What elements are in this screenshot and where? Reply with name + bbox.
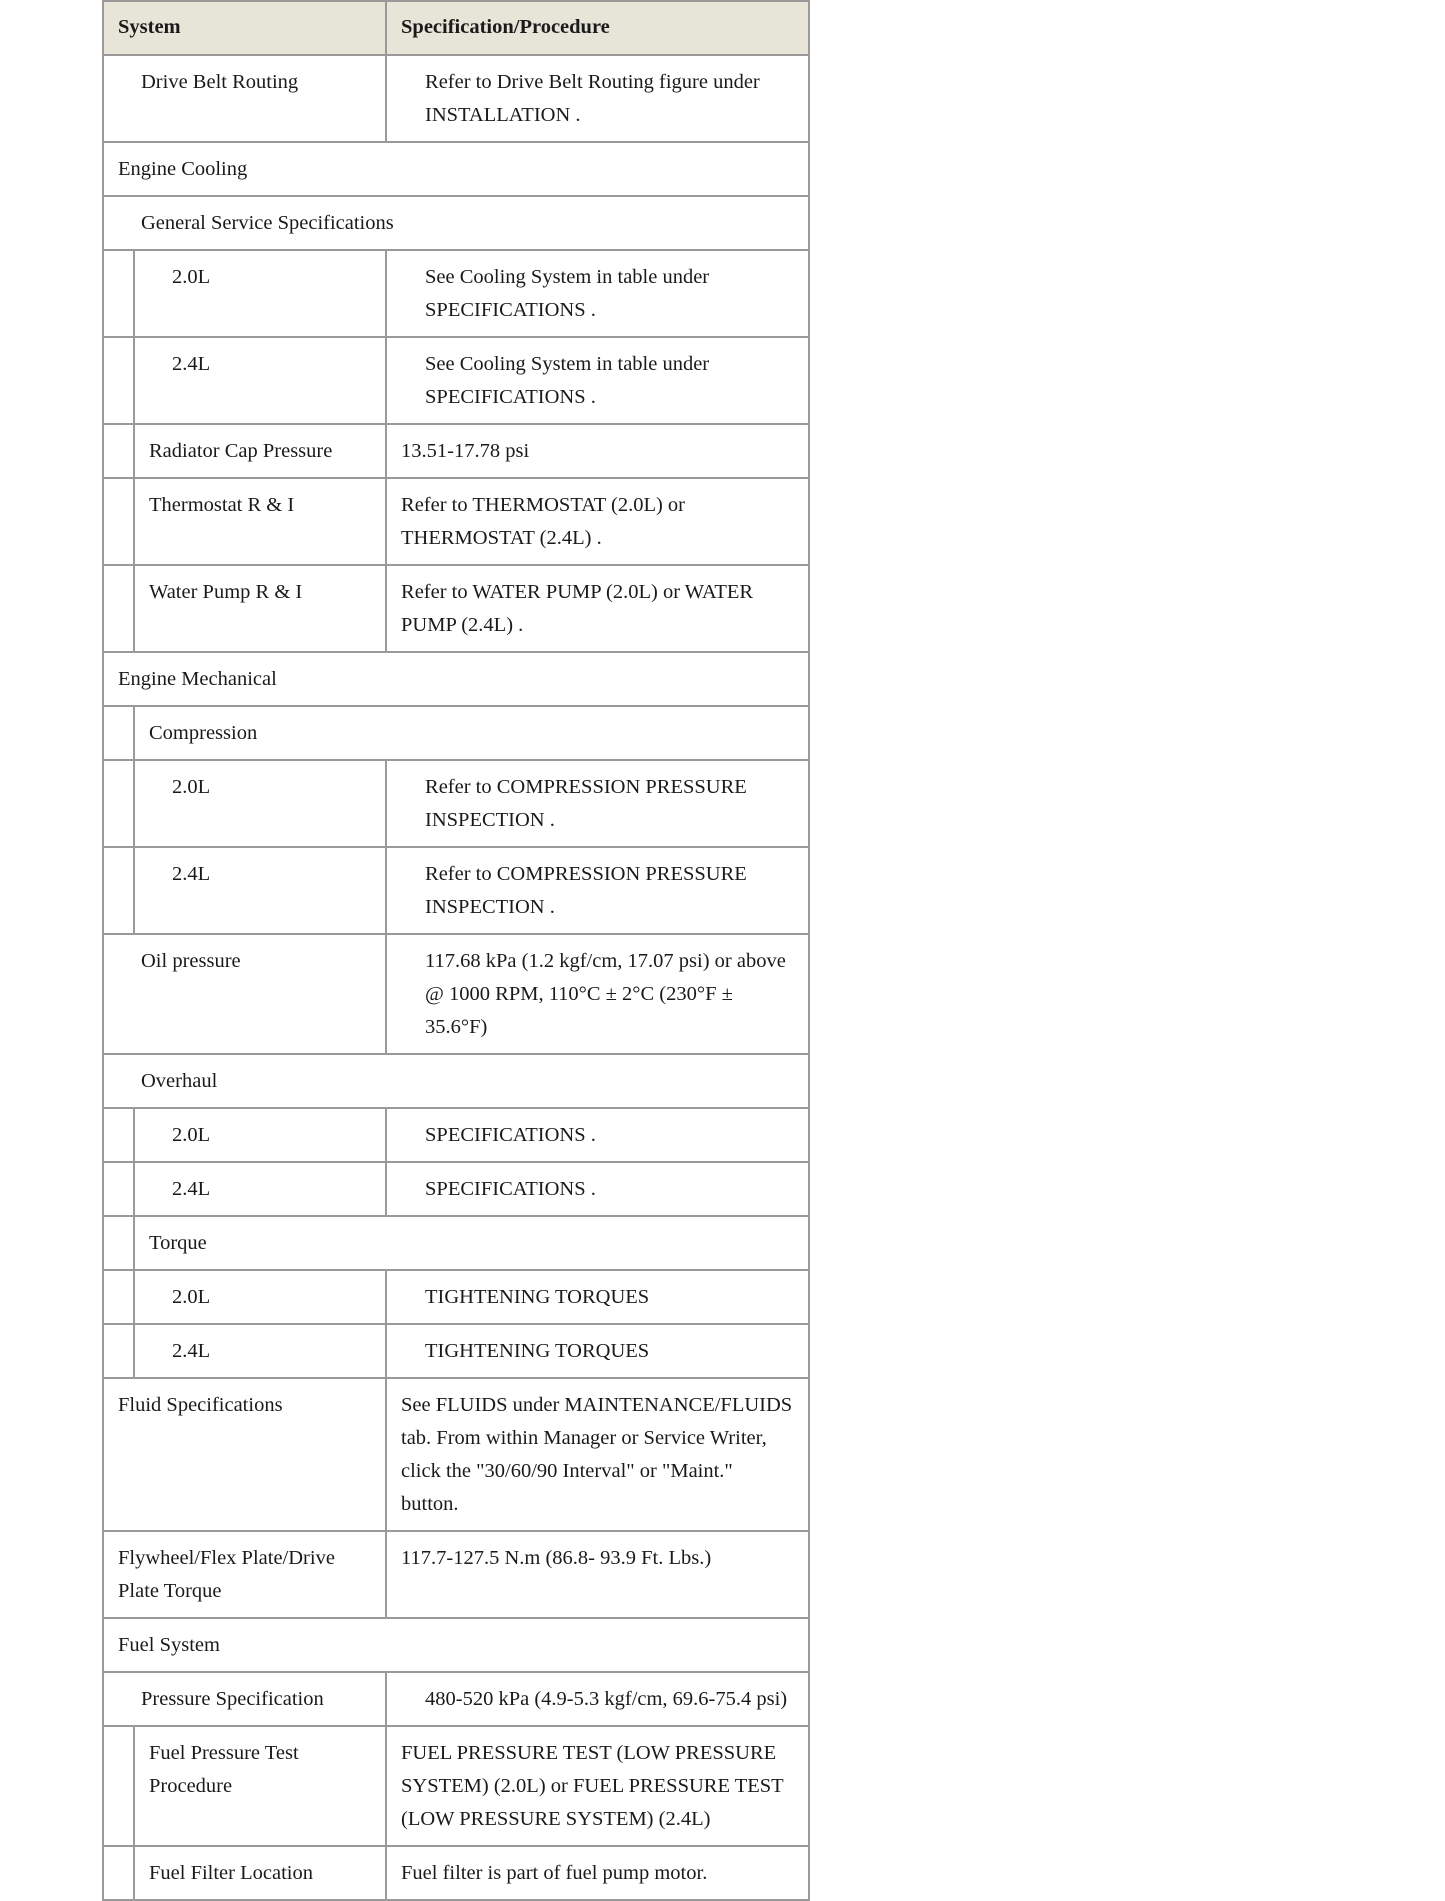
table-row (103, 1846, 809, 1900)
indent-gutter (103, 1162, 134, 1216)
system-cell: 2.4L (134, 337, 386, 424)
table-row (103, 1531, 809, 1618)
table-row (103, 478, 809, 565)
subsection-row (103, 196, 809, 250)
table-row (103, 1672, 809, 1726)
system-cell: Radiator Cap Pressure (134, 424, 386, 478)
specification-table (102, 0, 810, 1901)
spec-cell: 480-520 kPa (4.9-5.3 kgf/cm, 69.6-75.4 psi) (386, 1672, 809, 1726)
indent-gutter (103, 1324, 134, 1378)
section-heading: Fuel System (103, 1618, 809, 1672)
table-row (103, 1108, 809, 1162)
system-cell: Pressure Specification (103, 1672, 386, 1726)
spec-cell: Refer to COMPRESSION PRESSURE INSPECTION . (386, 760, 809, 847)
subsection-row (103, 1216, 809, 1270)
spec-cell: Fuel filter is part of fuel pump motor. (386, 1846, 809, 1900)
system-cell: 2.0L (134, 1270, 386, 1324)
spec-cell: 117.68 kPa (1.2 kgf/cm, 17.07 psi) or above @ 1000 RPM, 110°C ± 2°C (230°F ± 35.6°F) (386, 934, 809, 1054)
system-cell: 2.0L (134, 760, 386, 847)
system-cell: Flywheel/Flex Plate/Drive Plate Torque (103, 1531, 386, 1618)
spec-cell: See Cooling System in table under SPECIFICATIONS . (386, 337, 809, 424)
system-cell: Thermostat R & I (134, 478, 386, 565)
table-row (103, 337, 809, 424)
system-cell: Water Pump R & I (134, 565, 386, 652)
spec-cell: TIGHTENING TORQUES (386, 1324, 809, 1378)
subsection-row (103, 1054, 809, 1108)
spec-cell: 13.51-17.78 psi (386, 424, 809, 478)
spec-cell: See FLUIDS under MAINTENANCE/FLUIDS tab. From within Manager or Service Writer, click the "30/60/90 Interval" or "Maint." button. (386, 1378, 809, 1531)
system-cell: Fuel Pressure Test Procedure (134, 1726, 386, 1846)
spec-cell: TIGHTENING TORQUES (386, 1270, 809, 1324)
subsection-heading: Torque (134, 1216, 809, 1270)
subsection-heading: General Service Specifications (103, 196, 809, 250)
section-heading: Engine Mechanical (103, 652, 809, 706)
table-row (103, 250, 809, 337)
indent-gutter (103, 1846, 134, 1900)
table-row (103, 1324, 809, 1378)
indent-gutter (103, 706, 134, 760)
spec-cell: See Cooling System in table under SPECIFICATIONS . (386, 250, 809, 337)
table-row (103, 1270, 809, 1324)
table-row (103, 55, 809, 142)
indent-gutter (103, 1270, 134, 1324)
indent-gutter (103, 424, 134, 478)
spec-cell: FUEL PRESSURE TEST (LOW PRESSURE SYSTEM) (2.0L) or FUEL PRESSURE TEST (LOW PRESSURE SYSTEM) (2.4L) (386, 1726, 809, 1846)
indent-gutter (103, 760, 134, 847)
system-cell: 2.4L (134, 847, 386, 934)
table-row (103, 1726, 809, 1846)
system-cell: 2.0L (134, 250, 386, 337)
spec-cell: Refer to THERMOSTAT (2.0L) or THERMOSTAT (2.4L) . (386, 478, 809, 565)
section-row (103, 652, 809, 706)
table-row (103, 760, 809, 847)
indent-gutter (103, 337, 134, 424)
column-header-spec: Specification/Procedure (386, 1, 809, 55)
table-row (103, 565, 809, 652)
spec-cell: Refer to Drive Belt Routing figure under INSTALLATION . (386, 55, 809, 142)
system-cell: Oil pressure (103, 934, 386, 1054)
system-cell: 2.0L (134, 1108, 386, 1162)
spec-cell: SPECIFICATIONS . (386, 1162, 809, 1216)
section-heading: Engine Cooling (103, 142, 809, 196)
section-row (103, 142, 809, 196)
system-cell: Drive Belt Routing (103, 55, 386, 142)
indent-gutter (103, 478, 134, 565)
column-header-system: System (103, 1, 386, 55)
table-row (103, 934, 809, 1054)
subsection-heading: Compression (134, 706, 809, 760)
indent-gutter (103, 847, 134, 934)
indent-gutter (103, 1108, 134, 1162)
spec-cell: Refer to WATER PUMP (2.0L) or WATER PUMP (2.4L) . (386, 565, 809, 652)
table-header-row (103, 1, 809, 55)
subsection-row (103, 706, 809, 760)
spec-cell: Refer to COMPRESSION PRESSURE INSPECTION . (386, 847, 809, 934)
subsection-heading: Overhaul (103, 1054, 809, 1108)
indent-gutter (103, 565, 134, 652)
spec-cell: SPECIFICATIONS . (386, 1108, 809, 1162)
system-cell: 2.4L (134, 1324, 386, 1378)
table-row (103, 1378, 809, 1531)
spec-cell: 117.7-127.5 N.m (86.8- 93.9 Ft. Lbs.) (386, 1531, 809, 1618)
section-row (103, 1618, 809, 1672)
table-row (103, 1162, 809, 1216)
table-row (103, 424, 809, 478)
table-row (103, 847, 809, 934)
system-cell: Fluid Specifications (103, 1378, 386, 1531)
system-cell: 2.4L (134, 1162, 386, 1216)
indent-gutter (103, 1726, 134, 1846)
indent-gutter (103, 250, 134, 337)
system-cell: Fuel Filter Location (134, 1846, 386, 1900)
indent-gutter (103, 1216, 134, 1270)
